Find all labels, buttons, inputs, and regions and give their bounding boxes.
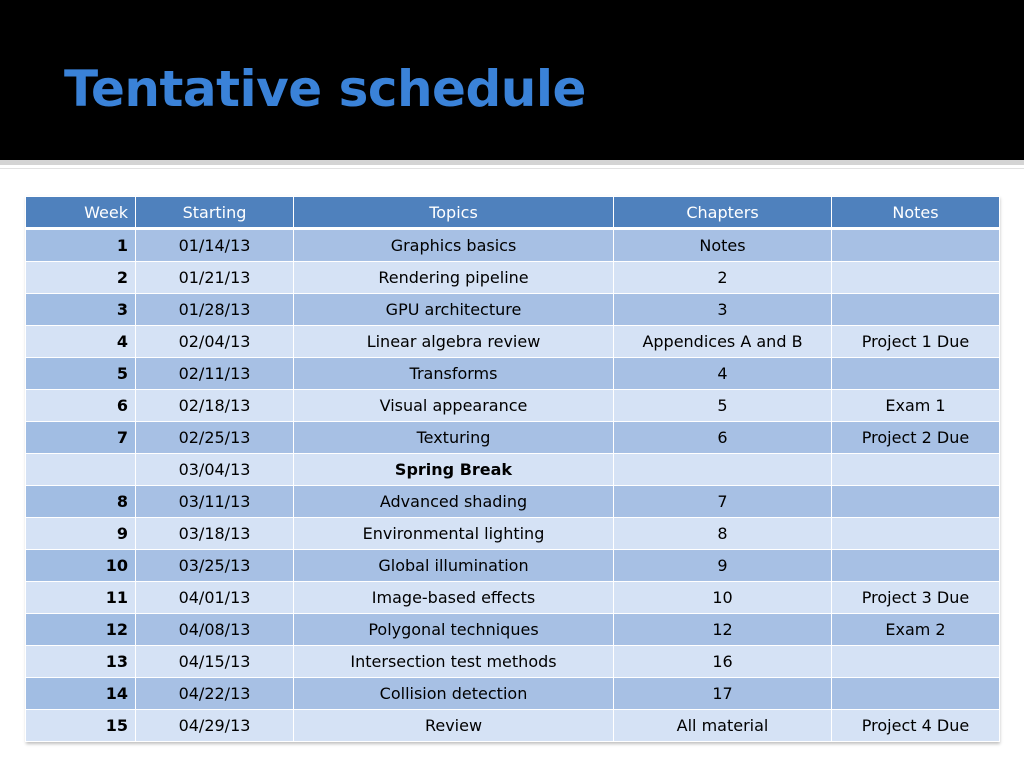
table-row [26,454,1000,486]
cell-notes [832,454,1000,486]
cell-starting: 01/28/13 [136,294,294,326]
cell-notes [832,358,1000,390]
cell-chapters: 9 [614,550,832,582]
table-row [26,518,1000,550]
cell-notes [832,678,1000,710]
title-band [0,0,1024,160]
cell-week: 6 [26,390,136,422]
table-row [26,229,1000,262]
cell-chapters: 5 [614,390,832,422]
cell-week: 1 [26,229,136,262]
cell-notes [832,550,1000,582]
cell-starting: 04/29/13 [136,710,294,742]
schedule-table-container [25,196,999,742]
cell-chapters: 7 [614,486,832,518]
cell-week: 3 [26,294,136,326]
cell-notes: Exam 1 [832,390,1000,422]
cell-topic: Intersection test methods [294,646,614,678]
cell-topic: GPU architecture [294,294,614,326]
table-row [26,390,1000,422]
table-row [26,614,1000,646]
cell-starting: 02/04/13 [136,326,294,358]
header-topics: Topics [294,197,614,229]
cell-chapters: All material [614,710,832,742]
table-row [26,678,1000,710]
cell-starting: 04/01/13 [136,582,294,614]
cell-topic: Global illumination [294,550,614,582]
header-chapters: Chapters [614,197,832,229]
cell-starting: 03/11/13 [136,486,294,518]
table-row [26,710,1000,742]
cell-starting: 03/04/13 [136,454,294,486]
cell-topic: Visual appearance [294,390,614,422]
cell-chapters: 12 [614,614,832,646]
cell-notes [832,262,1000,294]
cell-week: 15 [26,710,136,742]
cell-chapters: 8 [614,518,832,550]
cell-chapters: 10 [614,582,832,614]
cell-starting: 04/22/13 [136,678,294,710]
title-divider [0,160,1024,165]
cell-notes: Project 1 Due [832,326,1000,358]
table-row [26,582,1000,614]
cell-chapters: Appendices A and B [614,326,832,358]
cell-chapters: Notes [614,229,832,262]
cell-topic: Environmental lighting [294,518,614,550]
cell-notes [832,486,1000,518]
cell-starting: 03/25/13 [136,550,294,582]
cell-chapters [614,454,832,486]
cell-topic: Spring Break [294,454,614,486]
cell-starting: 02/18/13 [136,390,294,422]
cell-starting: 02/25/13 [136,422,294,454]
table-row [26,486,1000,518]
cell-week: 9 [26,518,136,550]
cell-notes [832,518,1000,550]
cell-chapters: 2 [614,262,832,294]
cell-notes: Exam 2 [832,614,1000,646]
header-starting: Starting [136,197,294,229]
cell-starting: 01/21/13 [136,262,294,294]
cell-chapters: 6 [614,422,832,454]
cell-topic: Image-based effects [294,582,614,614]
table-row [26,262,1000,294]
cell-topic: Graphics basics [294,229,614,262]
cell-week: 4 [26,326,136,358]
cell-topic: Rendering pipeline [294,262,614,294]
table-row [26,358,1000,390]
cell-starting: 02/11/13 [136,358,294,390]
schedule-table [25,196,1000,742]
cell-topic: Review [294,710,614,742]
cell-week: 13 [26,646,136,678]
slide-title: Tentative schedule [64,60,586,118]
cell-week: 11 [26,582,136,614]
cell-starting: 04/15/13 [136,646,294,678]
cell-topic: Collision detection [294,678,614,710]
cell-chapters: 17 [614,678,832,710]
cell-notes [832,229,1000,262]
cell-week: 10 [26,550,136,582]
table-row [26,326,1000,358]
cell-chapters: 16 [614,646,832,678]
cell-chapters: 3 [614,294,832,326]
table-row [26,550,1000,582]
table-row [26,646,1000,678]
cell-week: 7 [26,422,136,454]
cell-notes: Project 4 Due [832,710,1000,742]
header-notes: Notes [832,197,1000,229]
table-row [26,422,1000,454]
cell-starting: 04/08/13 [136,614,294,646]
header-week: Week [26,197,136,229]
cell-week: 2 [26,262,136,294]
cell-notes: Project 2 Due [832,422,1000,454]
cell-week [26,454,136,486]
cell-topic: Linear algebra review [294,326,614,358]
cell-week: 8 [26,486,136,518]
cell-chapters: 4 [614,358,832,390]
cell-notes [832,294,1000,326]
cell-topic: Polygonal techniques [294,614,614,646]
cell-topic: Texturing [294,422,614,454]
cell-topic: Transforms [294,358,614,390]
cell-week: 14 [26,678,136,710]
cell-starting: 03/18/13 [136,518,294,550]
title-divider-thin [0,168,1024,169]
cell-week: 12 [26,614,136,646]
cell-starting: 01/14/13 [136,229,294,262]
table-row [26,294,1000,326]
table-header-row [26,197,1000,229]
cell-topic: Advanced shading [294,486,614,518]
cell-notes [832,646,1000,678]
table-body [26,229,1000,742]
cell-week: 5 [26,358,136,390]
cell-notes: Project 3 Due [832,582,1000,614]
